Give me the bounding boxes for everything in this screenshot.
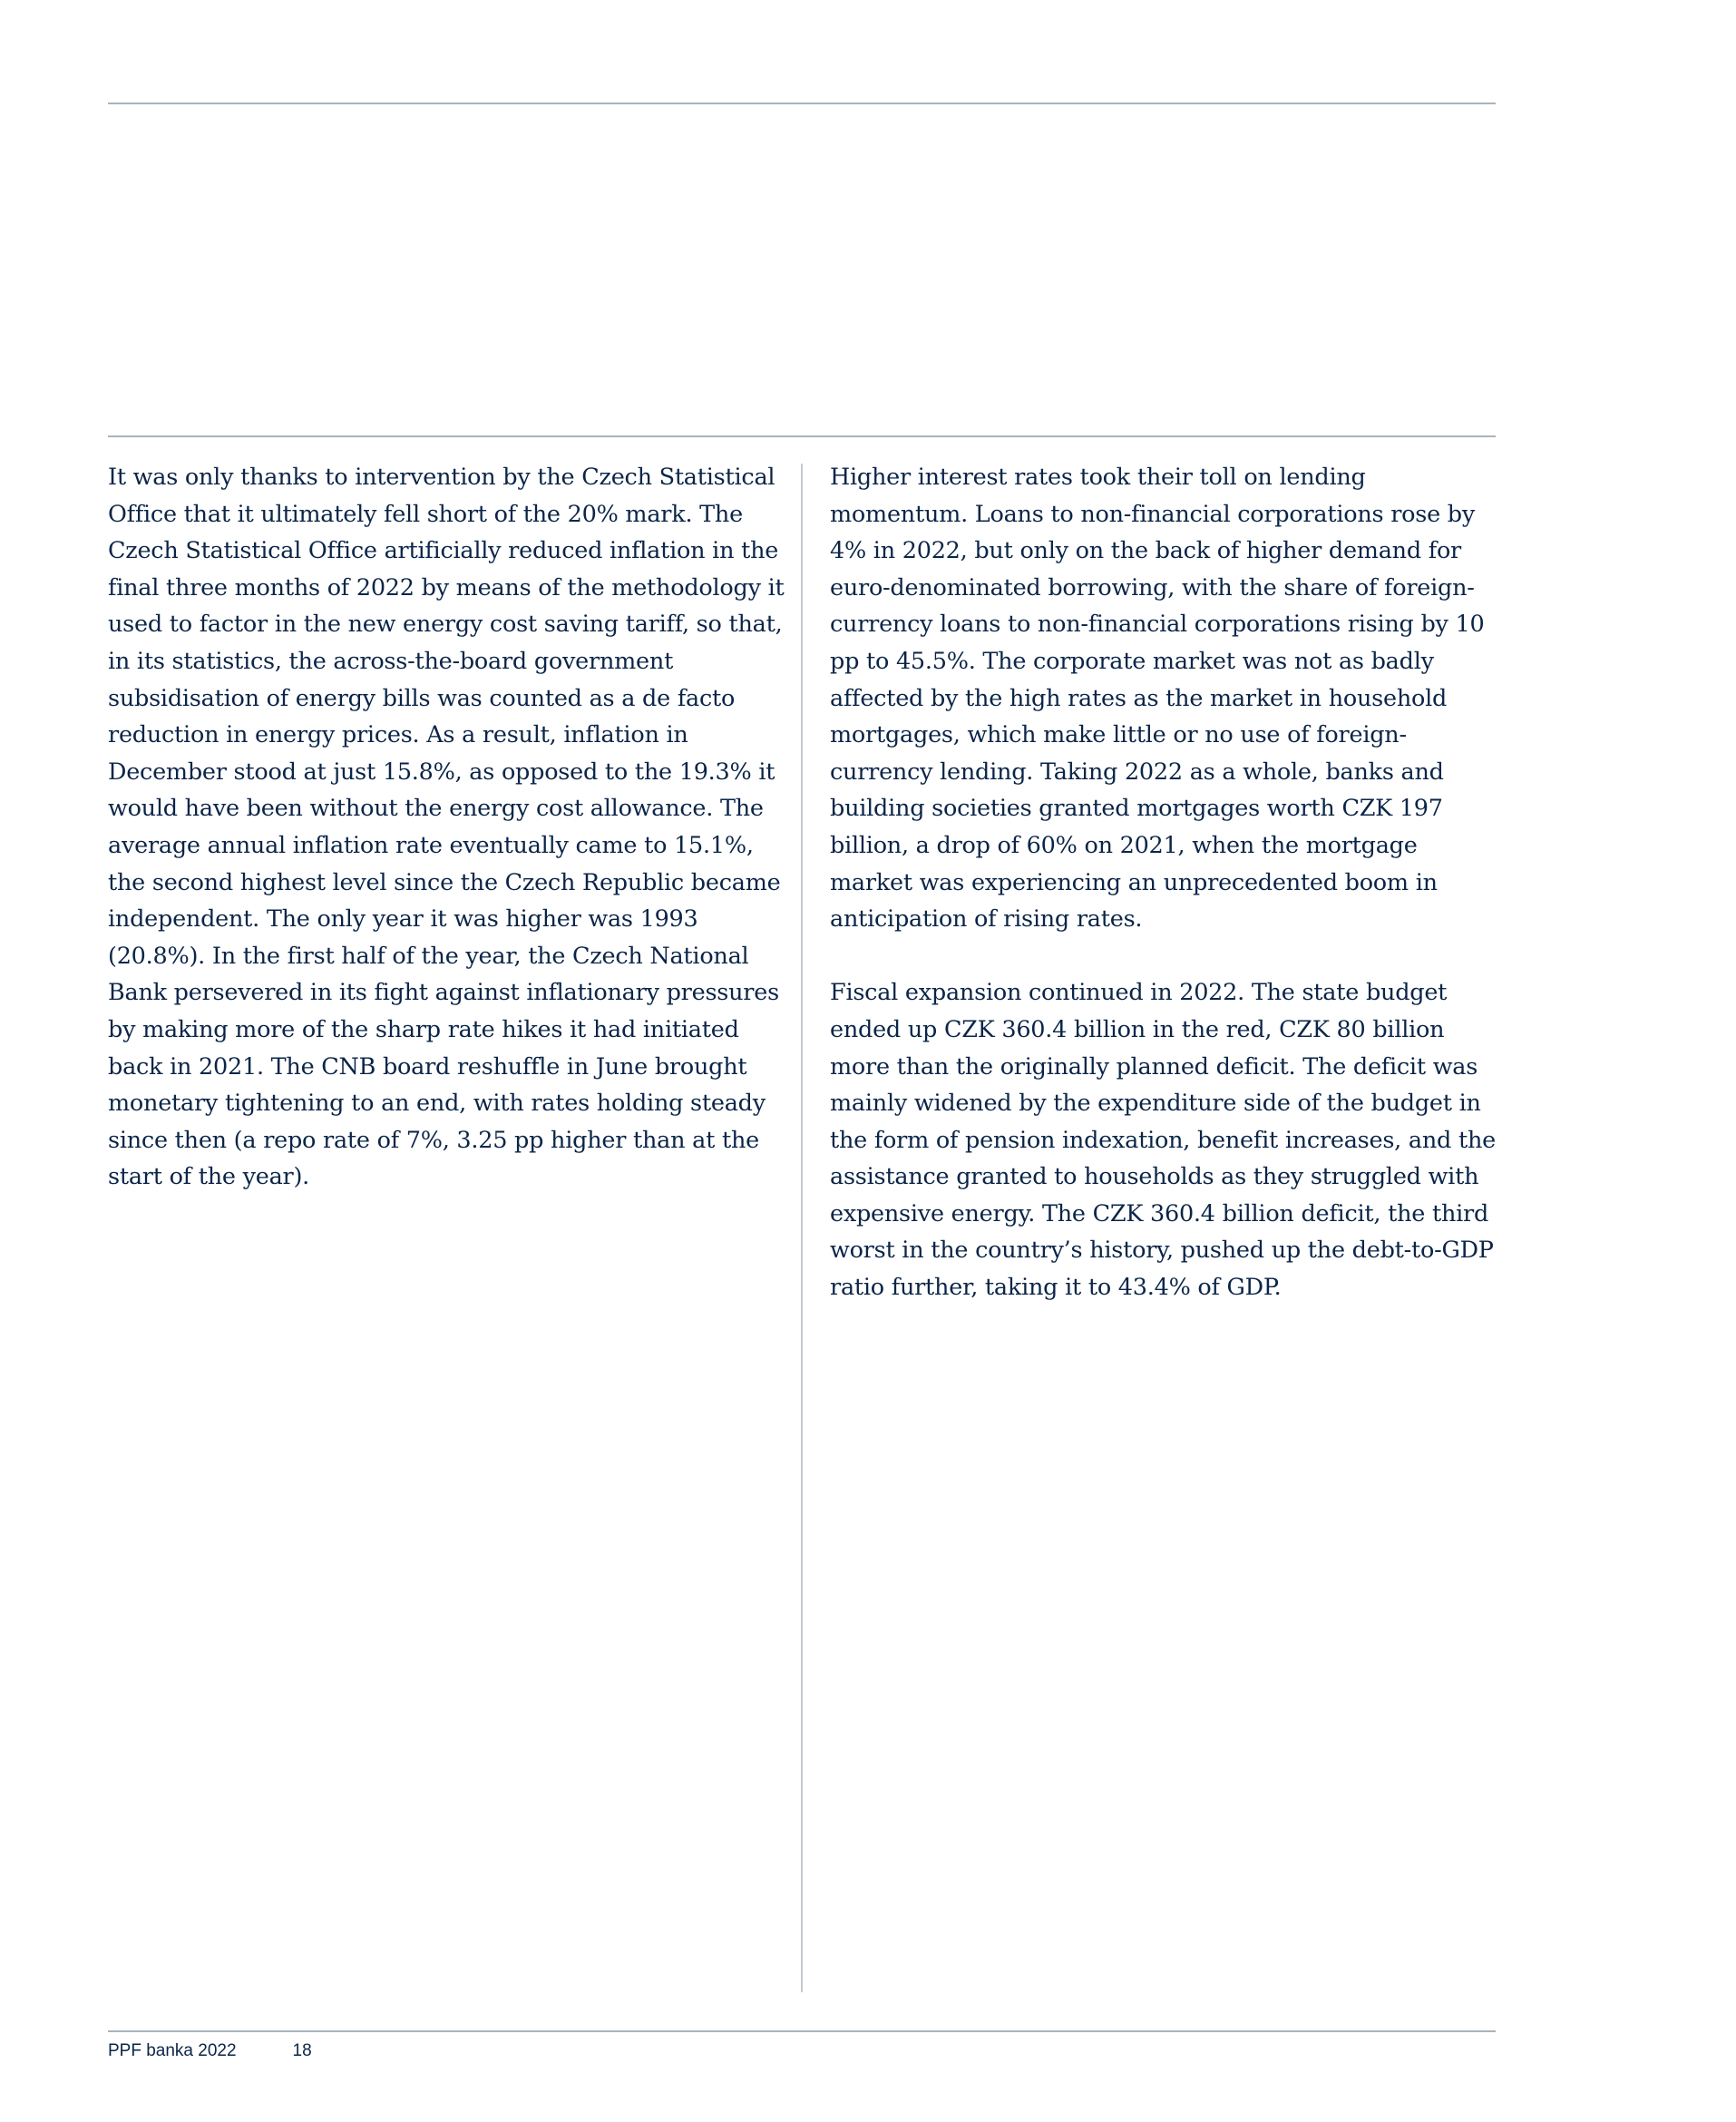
footer-rule bbox=[108, 2030, 1496, 2032]
paragraph: It was only thanks to intervention by the Czech Statistical Office that it ultimately fell short of the 20% mark. The Czech Statistical Office artificially reduced inflation in the final three months of 2022 by means of the methodology it used to factor in the new energy cost saving tariff, so that, in its statistics, the across-the-board government subsidisation of energy bills was counted as a de facto reduction in energy prices. As a result, inflation in December stood at just 15.8%, as opposed to the 19.3% it would have been without the energy cost allowance. The average annual inflation rate eventually came to 15.1%, the second highest level since the Czech Republic became independent. The only year it was higher was 1993 (20.8%). In the first half of the year, the Czech National Bank persevered in its fight against inflationary pressures by making more of the sharp rate hikes it had initiated back in 2021. The CNB board reshuffle in June brought monetary tightening to an end, with rates holding steady since then (a repo rate of 7%, 3.25 pp higher than at the start of the year). bbox=[108, 464, 785, 1191]
page-number: 18 bbox=[292, 2041, 312, 2060]
column-divider bbox=[801, 464, 803, 1992]
right-text-column bbox=[830, 459, 1501, 1306]
paragraph: Fiscal expansion continued in 2022. The state budget ended up CZK 360.4 billion in the red, CZK 80 billion more than the originally planned deficit. The deficit was mainly widened by the expenditure side of the budget in the form of pension indexation, benefit increases, and the assistance granted to households as they struggled with expensive energy. The CZK 360.4 billion deficit, the third worst in the country’s history, pushed up the debt-to-GDP ratio further, taking it to 43.4% of GDP. bbox=[830, 979, 1496, 1302]
top-rule bbox=[108, 103, 1496, 104]
left-text-column bbox=[108, 459, 797, 1196]
footer-publication: PPF banka 2022 bbox=[108, 2041, 237, 2060]
section-rule bbox=[108, 435, 1496, 437]
page-footer bbox=[108, 2041, 312, 2061]
paragraph: Higher interest rates took their toll on lending momentum. Loans to non-financial corporations rose by 4% in 2022, but only on the back of higher demand for euro-denominated borrowing, with the share of foreign-currency loans to non-financial corporations rising by 10 pp to 45.5%. The corporate market was not as badly affected by the high rates as the market in household mortgages, which make little or no use of foreign-currency lending. Taking 2022 as a whole, banks and building societies granted mortgages worth CZK 197 billion, a drop of 60% on 2021, when the mortgage market was experiencing an unprecedented boom in anticipation of rising rates. bbox=[830, 464, 1485, 934]
